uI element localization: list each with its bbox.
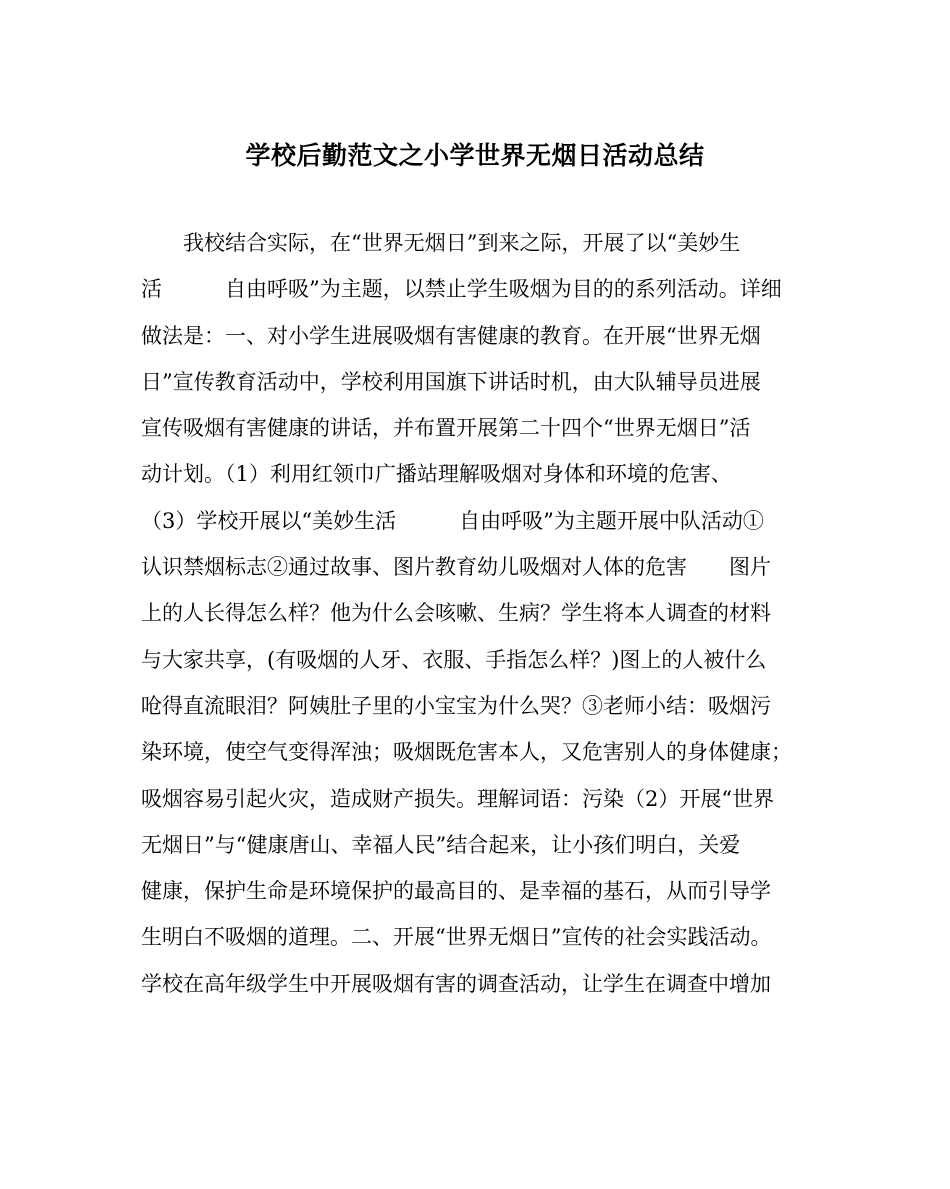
body-line: 染环境，使空气变得浑浊；吸烟既危害本人，又危害别人的身体健康； — [141, 740, 792, 765]
body-line: 日”宣传教育活动中，学校利用国旗下讲话时机，由大队辅导员进展 — [141, 369, 761, 394]
body-line: 活 自由呼吸”为主题，以禁止学生吸烟为目的的系列活动。详细 — [141, 277, 782, 302]
body-line: （3）学校开展以“美妙生活 自由呼吸”为主题开展中队活动① — [141, 508, 764, 533]
body-line: 我校结合实际，在“世界无烟日”到来之际，开展了以“美妙生 — [141, 231, 741, 255]
body-line: 宣传吸烟有害健康的讲话，并布置开展第二十四个“世界无烟日”活 — [141, 416, 751, 441]
body-line: 健康，保护生命是环境保护的最高目的、是幸福的基石，从而引导学 — [141, 879, 771, 904]
body-line: 认识禁烟标志②通过故事、图片教育幼儿吸烟对人体的危害 图片 — [141, 555, 771, 580]
document-title: 学校后勤范文之小学世界无烟日活动总结 — [245, 141, 705, 170]
body-line: 与大家共享，(有吸烟的人牙、衣服、手指怎么样？)图上的人被什么 — [141, 647, 767, 672]
body-line: 生明白不吸烟的道理。二、开展“世界无烟日”宣传的社会实践活动。 — [141, 925, 772, 950]
body-line: 上的人长得怎么样？他为什么会咳嗽、生病？学生将本人调查的材料 — [141, 601, 771, 626]
body-line: 动计划。（1）利用红领巾广播站理解吸烟对身体和环境的危害、 — [141, 462, 732, 487]
body-line: 呛得直流眼泪？阿姨肚子里的小宝宝为什么哭？③老师小结：吸烟污 — [141, 693, 771, 718]
body-line: 无烟日”与“健康唐山、幸福人民”结合起来，让小孩们明白，关爱 — [141, 832, 741, 857]
body-line: 吸烟容易引起火灾，造成财产损失。理解词语：污染（2）开展“世界 — [141, 786, 775, 811]
body-line: 做法是：一、对小学生进展吸烟有害健康的教育。在开展“世界无烟 — [141, 323, 761, 348]
document-body — [141, 220, 811, 1007]
body-line: 学校在高年级学生中开展吸烟有害的调查活动，让学生在调查中增加 — [141, 971, 771, 996]
